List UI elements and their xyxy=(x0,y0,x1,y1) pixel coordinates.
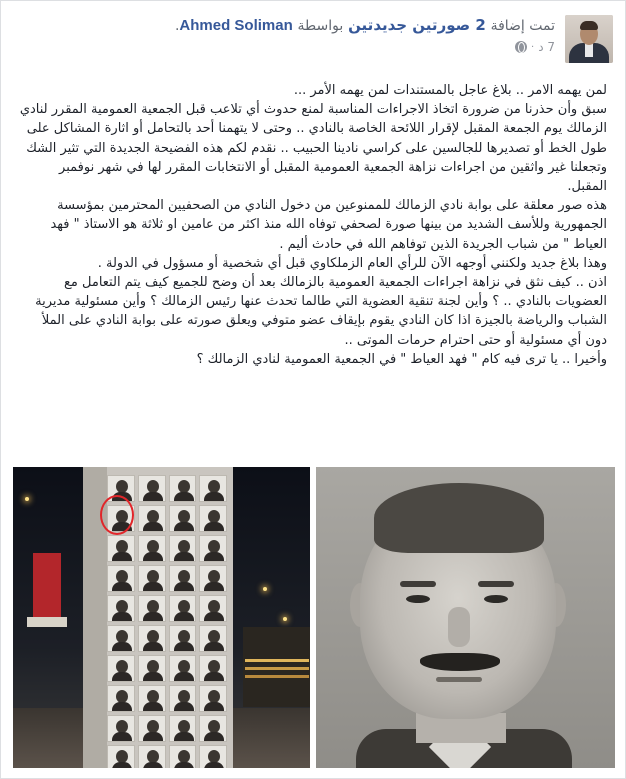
photo-gate-posters[interactable] xyxy=(13,467,310,768)
post-paragraph: هذه صور معلقة على بوابة نادي الزمالك للممنوعين من دخول النادي من الصحفيين المحترمين بمؤسسة الجمهورية وللأسف الشديد من بينها صورة لصحفي توفاه الله منذ اكثر من عامين او ثلاثة هو الاستاذ " فهد العياط " من شباب الجريدة الذين توفاهم الله في حادث أليم . xyxy=(50,198,607,252)
globe-icon[interactable] xyxy=(515,41,527,53)
red-circle-highlight xyxy=(100,495,134,535)
title-by: بواسطة xyxy=(297,18,344,34)
post-paragraph: وأخيرا .. يا ترى فيه كام " فهد العياط " في الجمعية العمومية لنادي الزمالك ؟ xyxy=(196,351,607,367)
photo-portrait-closeup[interactable] xyxy=(316,467,615,768)
post-meta xyxy=(175,15,555,54)
author-avatar[interactable] xyxy=(565,15,613,63)
post-paragraph: اذن .. كيف نثق في نزاهة اجراءات الجمعية العمومية بالزمالك بعد أن وضح للجميع كيف يتم التعامل مع العضويات بالنادي .. ؟ وأين لجنة تنقية العضوية التي طالما تحدث عنها رئيس الزمالك ؟ وأين مسئولية مديرية الشباب والرياضة بالجيزة اذا كان النادي يقوم بإيقاف عضو متوفي ويعلق صورته على بوابة النادي على الملأ دون أي مسئولية أو حتى احترام حرمات الموتى .. xyxy=(35,275,607,348)
photos-label: صورتين جديدتين xyxy=(348,16,471,34)
post-header xyxy=(175,15,613,63)
photos-count-link[interactable] xyxy=(348,16,486,34)
title-end: . xyxy=(174,18,180,34)
post-subline xyxy=(175,40,555,54)
post-paragraph: لمن يهمه الامر .. بلاغ عاجل بالمستندات لمن يهمه الأمر ... xyxy=(293,83,607,98)
title-added: تمت إضافة xyxy=(490,18,555,34)
separator-dot: · xyxy=(531,41,535,53)
post-paragraph: سبق وأن حذرنا من ضرورة اتخاذ الاجراءات المناسبة لمنع حدوث أي تلاعب قبل الجمعية العمومية المقرر لنادي الزمالك يوم الجمعة المقبل لإقرار اللائحة الخاصة بالنادي .. وحتى لا يتهمنا أحد بالتحامل أو اثارة المشاكل على طول الخط أو تصديرها للجالسين على كراسي نادينا الحبيب .. نقدم لكم هذه الفضيحة الجديدة التي تثير الشك وتجعلنا غير واثقين من اجراءات نزاهة الجمعية العمومية المقبل أو الانتخابات المقرر لها في شهر نوفمبر المقبل. xyxy=(19,102,607,195)
author-name-link[interactable]: Ahmed Soliman xyxy=(179,17,293,34)
post-body xyxy=(19,81,607,369)
photos-count: 2 xyxy=(475,16,486,34)
post-paragraph: وهذا بلاغ جديد ولكنني أوجهه الآن للرأي العام الزملكاوي قبل أي شخصية أو مسؤول في الدولة . xyxy=(97,255,607,271)
post-title-line xyxy=(175,15,555,36)
post-images xyxy=(13,467,615,768)
post-time[interactable]: 7 د xyxy=(538,40,555,54)
